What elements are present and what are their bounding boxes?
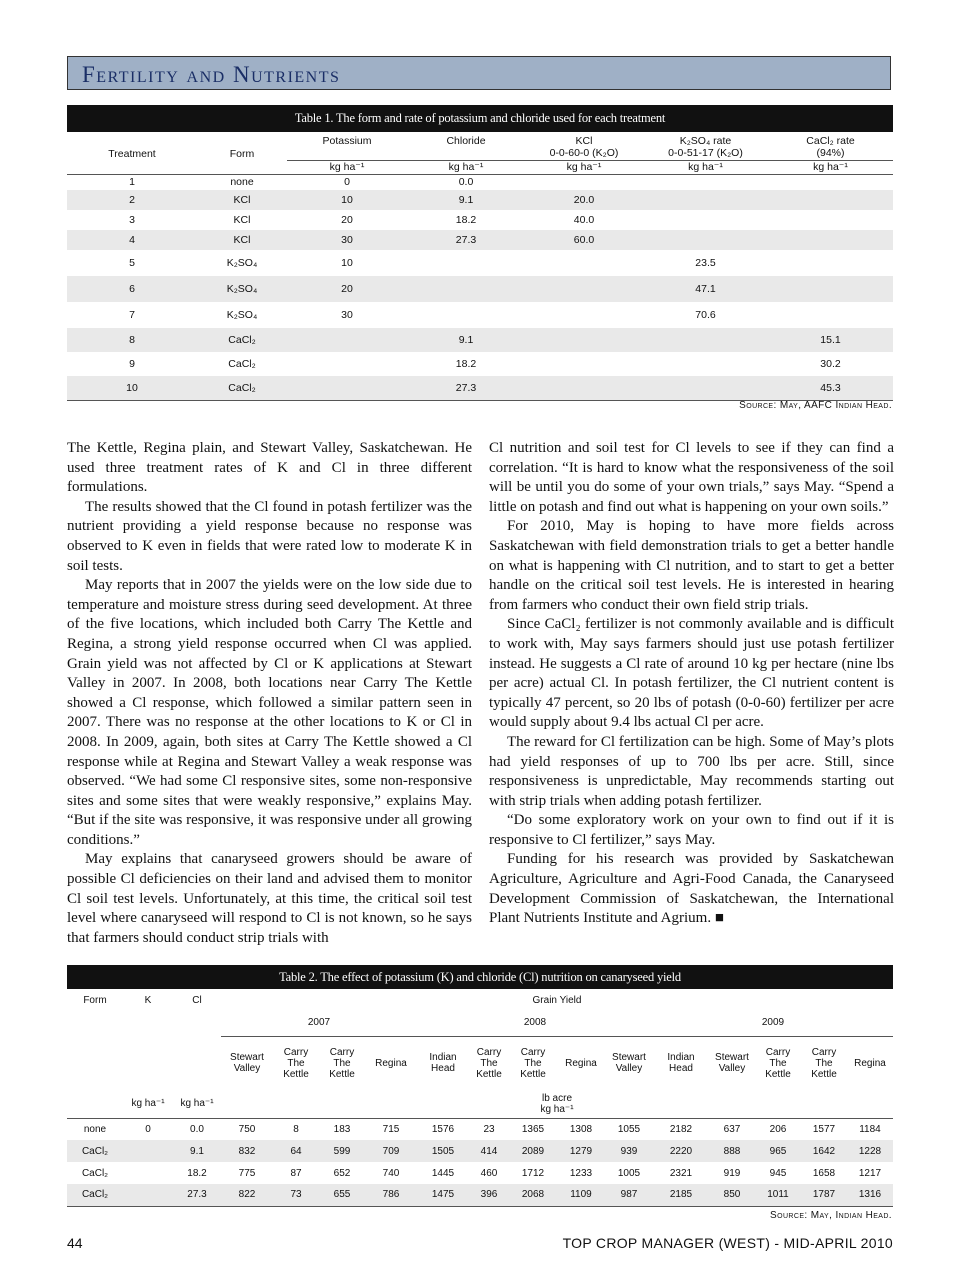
t1-cell-cl bbox=[407, 302, 525, 328]
table-row bbox=[67, 1140, 893, 1162]
t2-cell-k bbox=[123, 1184, 173, 1206]
t1-cell-cacl2 bbox=[768, 190, 893, 210]
table2-source: Source: May, Indian Head. bbox=[770, 1210, 892, 1221]
t1-cell-cl: 18.2 bbox=[455, 358, 477, 370]
t1-cell-k2so4 bbox=[643, 230, 768, 250]
t2-unit-cl: kg ha⁻¹ bbox=[180, 1098, 214, 1110]
t2-cell-yield: 1011 bbox=[767, 1189, 789, 1201]
t1-cell-k: 30 bbox=[341, 234, 353, 246]
t2-cell-yield: 2321 bbox=[669, 1167, 693, 1179]
t1-unit: kg ha⁻¹ bbox=[643, 160, 768, 174]
t2-cell-form: CaCl₂ bbox=[81, 1189, 109, 1201]
t1-unit: kg ha⁻¹ bbox=[525, 160, 643, 174]
t1-cell-k bbox=[287, 328, 407, 352]
t2-cell-yield: 939 bbox=[620, 1145, 638, 1157]
table-row bbox=[67, 174, 893, 190]
t1-header-form: Form bbox=[229, 147, 255, 160]
t2-cell-yield: 637 bbox=[723, 1123, 741, 1135]
t2-cell-yield: 1005 bbox=[617, 1167, 641, 1179]
t1-cell-t: 2 bbox=[129, 194, 135, 206]
table-row bbox=[67, 1184, 893, 1206]
t1-cell-form: K₂SO₄ bbox=[226, 257, 258, 269]
publication-title: TOP CROP MANAGER (WEST) - MID-APRIL 2010 bbox=[562, 1235, 893, 1251]
t2-cell-yield: 1316 bbox=[858, 1189, 882, 1201]
t1-cell-form: CaCl₂ bbox=[228, 334, 256, 346]
t1-cell-cacl2 bbox=[768, 276, 893, 302]
t2-cell-yield: 715 bbox=[382, 1123, 400, 1135]
t2-site-header: Stewart Valley bbox=[230, 1052, 264, 1075]
t2-cell-yield: 1577 bbox=[812, 1123, 836, 1135]
t1-cell-kcl bbox=[525, 328, 643, 352]
t1-cell-cl: 27.3 bbox=[455, 381, 477, 394]
t2-cell-yield: 1658 bbox=[812, 1167, 836, 1179]
table2 bbox=[67, 990, 893, 1207]
t1-cell-k2so4 bbox=[643, 190, 768, 210]
table-row bbox=[67, 1118, 893, 1140]
t1-cell-k2so4 bbox=[643, 376, 768, 400]
t2-cell-yield: 652 bbox=[333, 1167, 351, 1179]
t2-site-header: Indian Head bbox=[667, 1052, 695, 1075]
t1-cell-kcl bbox=[525, 250, 643, 276]
t2-cell-yield: 2068 bbox=[521, 1189, 545, 1201]
t1-cell-cacl2 bbox=[768, 250, 893, 276]
t2-cell-yield: 850 bbox=[723, 1189, 741, 1201]
t1-cell-k2so4 bbox=[643, 210, 768, 230]
t1-cell-cl: 18.2 bbox=[455, 214, 477, 226]
t2-cell-yield: 1228 bbox=[858, 1145, 882, 1157]
t1-cell-kcl bbox=[525, 302, 643, 328]
t2-cell-yield: 396 bbox=[480, 1189, 498, 1201]
t2-cell-yield: 1475 bbox=[431, 1189, 455, 1201]
t1-header-cacl2: CaCl₂ rate bbox=[806, 134, 855, 147]
t1-cell-k: 10 bbox=[341, 194, 353, 206]
t1-cell-k: 30 bbox=[341, 309, 353, 321]
t2-site-header: Carry The Kettle bbox=[811, 1046, 837, 1080]
t2-cell-form: CaCl₂ bbox=[81, 1167, 109, 1179]
t2-cell-yield: 655 bbox=[333, 1189, 351, 1201]
t2-cell-yield: 183 bbox=[333, 1123, 351, 1135]
t2-site-header: Stewart Valley bbox=[612, 1052, 646, 1075]
t1-cell-k2so4 bbox=[643, 352, 768, 376]
table-row bbox=[67, 302, 893, 328]
t2-cell-k: 0 bbox=[145, 1123, 151, 1135]
t1-cell-t: 3 bbox=[129, 214, 135, 226]
t2-unit-yield: lb acre kg ha⁻¹ bbox=[540, 1092, 574, 1115]
t2-cell-yield: 23 bbox=[483, 1123, 495, 1135]
t1-cell-kcl: 60.0 bbox=[573, 234, 595, 246]
t2-site-header: Carry The Kettle bbox=[329, 1046, 355, 1080]
t1-cell-k bbox=[287, 376, 407, 400]
t1-cell-form: KCl bbox=[233, 194, 251, 206]
t1-cell-kcl bbox=[525, 376, 643, 400]
t2-cell-cl: 27.3 bbox=[187, 1189, 207, 1201]
t2-cell-form: CaCl₂ bbox=[81, 1145, 109, 1157]
t2-cell-yield: 1109 bbox=[570, 1189, 592, 1201]
table-row bbox=[67, 230, 893, 250]
t2-cell-yield: 740 bbox=[382, 1167, 400, 1179]
t1-cell-k2so4: 47.1 bbox=[695, 283, 716, 295]
t2-cell-yield: 1445 bbox=[431, 1167, 455, 1179]
t2-cell-yield: 1576 bbox=[431, 1123, 455, 1135]
article-paragraph: May reports that in 2007 the yields were on the low side due to temperature and moisture stress during seed development. At three of the five locations, which included both Carry The Kettle and Regina, a strong yield response occurred when Cl was applied. Grain yield was not affected by Cl or K applications at Stewart Valley in 2007. In 2008, both locations near Carry The Kettle showed a Cl response, which followed a similar pattern seen in 2007. There was no response at the other locations to K or Cl in 2008. In 2009, again, both sites at Carry The Kettle showed a Cl response while at Regina and Stewart Valley a weak response was observed. “We had some Cl responsive sites, some non-responsive sites and some sites that were weakly responsive,” explains May. “But if the site was responsive, it was responsive under all growing conditions.” bbox=[67, 577, 472, 848]
article-paragraph: The Kettle, Regina plain, and Stewart Valley, Saskatchewan. He used three treatment rates of K and Cl in three different formulations. bbox=[67, 440, 472, 496]
t1-cell-kcl: 40.0 bbox=[573, 214, 595, 226]
table-row bbox=[67, 190, 893, 210]
table1 bbox=[67, 134, 893, 401]
t1-cell-t: 4 bbox=[129, 234, 135, 246]
t2-year-2008: 2008 bbox=[417, 1010, 653, 1036]
t1-cell-cacl2 bbox=[768, 174, 893, 190]
t1-header-chloride: Chloride bbox=[446, 134, 486, 147]
t2-cell-cl: 0.0 bbox=[190, 1123, 204, 1135]
t2-cell-yield: 1233 bbox=[569, 1167, 593, 1179]
article-paragraph: The results showed that the Cl found in potash fertilizer was the nutrient providing a yield response because no response was observed to K even in fields that were rated low to moderate K in soil tests. bbox=[67, 498, 472, 574]
t1-cell-cl: 9.1 bbox=[458, 194, 474, 206]
t1-cell-cacl2 bbox=[768, 230, 893, 250]
t1-cell-form: K₂SO₄ bbox=[226, 283, 258, 295]
t1-cell-kcl bbox=[525, 174, 643, 190]
t2-cell-yield: 1712 bbox=[521, 1167, 545, 1179]
t1-cell-cacl2 bbox=[768, 210, 893, 230]
t1-cell-kcl bbox=[525, 276, 643, 302]
t1-cell-cacl2: 15.1 bbox=[820, 334, 841, 346]
t2-cell-yield: 73 bbox=[290, 1189, 302, 1201]
article-paragraph: May explains that canaryseed growers should be aware of possible Cl deficiencies on their land and advised them to monitor Cl soil test levels. Unfortunately, at this time, the critical soil test level where canaryseed will respond to Cl is not known, so he says that farmers should conduct strip trials with bbox=[67, 851, 472, 946]
t2-cell-yield: 919 bbox=[723, 1167, 741, 1179]
t2-cell-yield: 1308 bbox=[569, 1123, 593, 1135]
t2-cell-yield: 822 bbox=[238, 1189, 256, 1201]
t2-cell-yield: 832 bbox=[238, 1145, 256, 1157]
t2-cell-yield: 945 bbox=[769, 1167, 787, 1179]
article-paragraph: “Do some exploratory work on your own to find out if it is responsive to Cl fertilizer,” says May. bbox=[489, 812, 894, 848]
article-paragraph: The reward for Cl fertilization can be high. Some of May’s plots had yield responses of up to 700 lbs per acre. Still, since responsiveness is unpredictable, May recommends starting out with strip trials when adding potash fertilizer. bbox=[489, 733, 894, 809]
t2-cell-yield: 87 bbox=[290, 1167, 302, 1179]
t1-cell-cl: 9.1 bbox=[458, 334, 474, 346]
section-title: Fertility and Nutrients bbox=[82, 62, 341, 87]
t2-unit-k: kg ha⁻¹ bbox=[131, 1098, 165, 1110]
t1-cell-kcl bbox=[525, 352, 643, 376]
table-row bbox=[67, 276, 893, 302]
t1-cell-k: 10 bbox=[341, 257, 353, 269]
table1-source: Source: May, AAFC Indian Head. bbox=[739, 400, 892, 411]
t2-cell-yield: 1279 bbox=[569, 1145, 593, 1157]
t2-cell-yield: 709 bbox=[382, 1145, 400, 1157]
t1-header-treatment: Treatment bbox=[108, 147, 156, 160]
t1-cell-k: 20 bbox=[341, 283, 353, 295]
t1-cell-cacl2: 30.2 bbox=[820, 358, 841, 370]
t1-unit: kg ha⁻¹ bbox=[768, 160, 893, 174]
table-row bbox=[67, 376, 893, 400]
t2-cell-yield: 599 bbox=[333, 1145, 351, 1157]
t2-site-header: Carry The Kettle bbox=[765, 1046, 791, 1080]
t1-cell-cl: 27.3 bbox=[455, 234, 477, 246]
page-number: 44 bbox=[67, 1235, 83, 1251]
t1-cell-t: 9 bbox=[129, 358, 135, 370]
t2-cell-yield: 750 bbox=[238, 1123, 256, 1135]
article-paragraph: Cl nutrition and soil test for Cl levels to see if they can find a correlation. “It is hard to know what the responsiveness of the soil will be until you do some of your own trials,” says May. “Spend a little on potash and find out what is happening on your own soils.” bbox=[489, 440, 894, 515]
t1-cell-k bbox=[287, 352, 407, 376]
t2-cell-yield: 965 bbox=[769, 1145, 787, 1157]
t2-site-header: Carry The Kettle bbox=[476, 1046, 502, 1080]
table-row bbox=[67, 250, 893, 276]
t1-cell-cl bbox=[407, 276, 525, 302]
t2-site-header: Carry The Kettle bbox=[283, 1046, 309, 1080]
section-banner bbox=[67, 56, 891, 90]
t1-cell-kcl: 20.0 bbox=[573, 194, 595, 206]
t2-cell-k bbox=[123, 1140, 173, 1162]
t2-cell-yield: 2182 bbox=[669, 1123, 693, 1135]
t2-site-header: Regina bbox=[854, 1057, 886, 1069]
t2-cell-yield: 206 bbox=[769, 1123, 787, 1135]
t1-cell-k: 0 bbox=[344, 176, 350, 189]
t2-cell-yield: 987 bbox=[620, 1189, 638, 1201]
t2-cell-yield: 8 bbox=[293, 1123, 299, 1135]
t2-cell-yield: 1217 bbox=[858, 1167, 882, 1179]
article-column-right bbox=[489, 439, 894, 929]
t1-cell-t: 7 bbox=[129, 309, 135, 321]
t2-cell-yield: 1365 bbox=[521, 1123, 545, 1135]
t1-cell-form: KCl bbox=[233, 214, 251, 226]
t1-cell-k: 20 bbox=[341, 214, 353, 226]
t2-cell-yield: 888 bbox=[723, 1145, 741, 1157]
t1-header-kcl: KCl bbox=[575, 134, 593, 147]
t2-year-2009: 2009 bbox=[653, 1010, 893, 1036]
t1-header-potassium: Potassium bbox=[322, 134, 372, 147]
t2-cell-yield: 414 bbox=[480, 1145, 498, 1157]
table-row bbox=[67, 210, 893, 230]
t1-cell-form: CaCl₂ bbox=[228, 381, 256, 394]
article-column-left bbox=[67, 439, 472, 948]
t1-header-k2so4-sub: 0-0-51-17 (K₂O) bbox=[668, 147, 743, 160]
t1-cell-form: CaCl₂ bbox=[228, 358, 256, 370]
t2-cell-form: none bbox=[83, 1123, 107, 1135]
t2-site-header: Stewart Valley bbox=[715, 1052, 749, 1075]
t1-cell-t: 5 bbox=[129, 257, 135, 269]
t2-cell-yield: 2220 bbox=[669, 1145, 693, 1157]
t2-header-cl: Cl bbox=[192, 994, 202, 1006]
t2-header-form: Form bbox=[83, 994, 107, 1006]
t2-site-header: Carry The Kettle bbox=[520, 1046, 546, 1080]
t1-cell-k2so4: 23.5 bbox=[695, 257, 716, 269]
t1-cell-t: 8 bbox=[129, 334, 135, 346]
t1-header-kcl-sub: 0-0-60-0 (K₂O) bbox=[549, 147, 619, 160]
t1-cell-t: 1 bbox=[129, 176, 135, 189]
t2-cell-yield: 1505 bbox=[431, 1145, 455, 1157]
t1-cell-k2so4: 70.6 bbox=[695, 309, 716, 321]
article-paragraph: Funding for his research was provided by Saskatchewan Agriculture, Agriculture and Agri-Food Canada, the Canaryseed Development Commission of Saskatchewan, the International Plant Nutrients Institute and Agrium. ■ bbox=[489, 851, 894, 927]
t1-header-cacl2-sub: (94%) bbox=[816, 147, 845, 160]
t1-cell-cl: 0.0 bbox=[458, 176, 474, 189]
table-row bbox=[67, 328, 893, 352]
t1-header-k2so4: K₂SO₄ rate bbox=[679, 134, 732, 147]
table1-caption: Table 1. The form and rate of potassium and chloride used for each treatment bbox=[67, 105, 893, 132]
t1-cell-cacl2 bbox=[768, 302, 893, 328]
t1-cell-form: none bbox=[230, 176, 254, 189]
t1-unit: kg ha⁻¹ bbox=[287, 160, 407, 174]
t2-year-2007: 2007 bbox=[221, 1010, 417, 1036]
t1-cell-t: 10 bbox=[126, 381, 138, 394]
t2-cell-yield: 1642 bbox=[812, 1145, 836, 1157]
t2-site-header: Indian Head bbox=[429, 1052, 457, 1075]
t1-cell-form: KCl bbox=[233, 234, 251, 246]
article-paragraph: For 2010, May is hoping to have more fields across Saskatchewan with field demonstration trials to get a better handle on what is happening with Cl nutrition, and to start to get a better handle on the critical soil test levels. He is interested in hearing from farmers who conduct their own field strip trials. bbox=[489, 518, 894, 613]
t1-cell-cl bbox=[407, 250, 525, 276]
t1-cell-k2so4 bbox=[643, 328, 768, 352]
t2-site-header: Regina bbox=[375, 1057, 407, 1069]
t2-cell-yield: 775 bbox=[238, 1167, 256, 1179]
t2-cell-yield: 460 bbox=[480, 1167, 498, 1179]
t2-header-grain-yield: Grain Yield bbox=[532, 994, 582, 1006]
table2-caption: Table 2. The effect of potassium (K) and chloride (Cl) nutrition on canaryseed yield bbox=[67, 965, 893, 989]
t1-unit: kg ha⁻¹ bbox=[407, 160, 525, 174]
t1-cell-form: K₂SO₄ bbox=[226, 309, 258, 321]
table-row bbox=[67, 1162, 893, 1184]
t1-cell-cacl2: 45.3 bbox=[820, 381, 841, 394]
table-row bbox=[67, 352, 893, 376]
t2-cell-yield: 1184 bbox=[859, 1123, 881, 1135]
t2-cell-cl: 18.2 bbox=[187, 1167, 207, 1179]
t2-cell-yield: 786 bbox=[382, 1189, 400, 1201]
article-paragraph: Since CaCl₂ fertilizer is not commonly available and is difficult to work with, May says farmers should just use potash fertilizer instead. He suggests a Cl rate of around 10 kg per hectare (nine lbs per acre) actual Cl. In potash fertilizer, the Cl nutrient content is typically 47 percent, so 20 lbs of potash (0-0-60) fertilizer per acre would supply about 9.4 lbs actual Cl per acre. bbox=[489, 616, 894, 731]
t2-site-header: Regina bbox=[565, 1057, 597, 1069]
t2-header-k: K bbox=[144, 994, 152, 1006]
t2-cell-k bbox=[123, 1162, 173, 1184]
t1-cell-k2so4 bbox=[643, 174, 768, 190]
t2-cell-cl: 9.1 bbox=[190, 1145, 204, 1157]
t2-cell-yield: 64 bbox=[290, 1145, 302, 1157]
t2-cell-yield: 2185 bbox=[669, 1189, 693, 1201]
t2-cell-yield: 1787 bbox=[812, 1189, 836, 1201]
t2-cell-yield: 2089 bbox=[521, 1145, 545, 1157]
t2-cell-yield: 1055 bbox=[617, 1123, 641, 1135]
t1-cell-t: 6 bbox=[129, 283, 135, 295]
